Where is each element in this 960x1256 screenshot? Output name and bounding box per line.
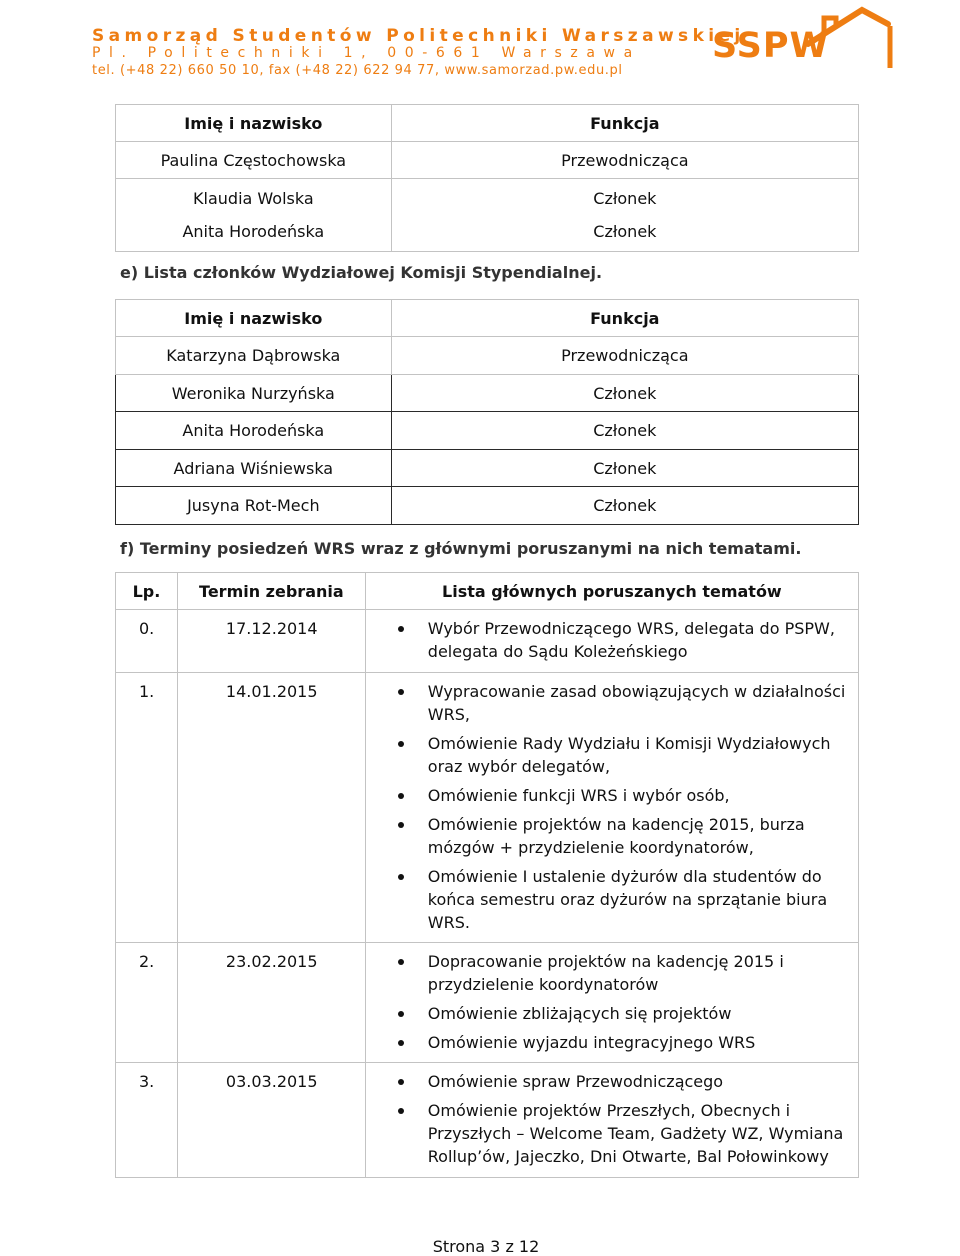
header-name: Imię i nazwisko xyxy=(116,300,392,337)
meeting-date: 23.02.2015 xyxy=(177,943,365,1063)
header-name: Imię i nazwisko xyxy=(116,105,392,142)
member-name: Klaudia Wolska xyxy=(193,189,314,208)
topic-item: Wypracowanie zasad obowiązujących w działalności WRS, xyxy=(366,680,852,726)
table-header-row xyxy=(116,105,859,142)
table-row xyxy=(116,450,859,487)
table-row xyxy=(116,142,859,179)
meeting-topics xyxy=(365,1063,858,1178)
member-name: Weronika Nurzyńska xyxy=(116,375,392,412)
header-function: Funkcja xyxy=(391,300,858,337)
table-row xyxy=(116,412,859,450)
meeting-topics xyxy=(365,673,858,943)
header-date: Termin zebrania xyxy=(177,573,365,610)
member-name: Katarzyna Dąbrowska xyxy=(116,337,392,375)
meeting-number: 3. xyxy=(116,1063,178,1178)
topic-item: Omówienie zbliżających się projektów xyxy=(366,1002,852,1025)
table-row xyxy=(116,610,859,673)
member-name: Jusyna Rot-Mech xyxy=(116,487,392,525)
organization-name: Samorząd Studentów Politechniki Warszawskiej xyxy=(92,26,745,46)
member-function: Członek xyxy=(391,450,858,487)
member-function: Przewodnicząca xyxy=(391,337,858,375)
table-row xyxy=(116,673,859,943)
table-row xyxy=(116,1063,859,1178)
sspw-logo xyxy=(712,4,902,80)
section-e-heading: e) Lista członków Wydziałowej Komisji Stypendialnej. xyxy=(120,263,603,282)
meeting-topics xyxy=(365,943,858,1063)
meeting-date: 17.12.2014 xyxy=(177,610,365,673)
topic-item: Omówienie I ustalenie dyżurów dla studentów do końca semestru oraz dyżurów na sprzątanie biura WRS. xyxy=(366,865,852,934)
header-lp: Lp. xyxy=(116,573,178,610)
meeting-number: 1. xyxy=(116,673,178,943)
topic-item: Omówienie funkcji WRS i wybór osób, xyxy=(366,784,852,807)
letterhead xyxy=(0,0,960,100)
table-header-row xyxy=(116,300,859,337)
topic-item: Wybór Przewodniczącego WRS, delegata do PSPW, delegata do Sądu Koleżeńskiego xyxy=(366,617,852,663)
topic-item: Omówienie projektów na kadencję 2015, burza mózgów + przydzielenie koordynatorów, xyxy=(366,813,852,859)
meetings-table xyxy=(115,572,859,1178)
member-name: Anita Horodeńska xyxy=(182,222,325,241)
table-header-row xyxy=(116,573,859,610)
header-function: Funkcja xyxy=(391,105,858,142)
members-table-2 xyxy=(115,299,859,525)
member-function: Członek xyxy=(391,412,858,450)
member-name: Adriana Wiśniewska xyxy=(116,450,392,487)
section-f-heading: f) Terminy posiedzeń WRS wraz z głównymi poruszanymi na nich tematami. xyxy=(120,539,802,558)
table-row xyxy=(116,943,859,1063)
table-row xyxy=(116,375,859,412)
organization-address: Pl. Politechniki 1, 00-661 Warszawa xyxy=(92,45,641,61)
topic-item: Omówienie Rady Wydziału i Komisji Wydziałowych oraz wybór delegatów, xyxy=(366,732,852,778)
member-functions-cell xyxy=(391,179,858,252)
members-table-1 xyxy=(115,104,859,252)
header-topics: Lista głównych poruszanych tematów xyxy=(365,573,858,610)
member-function: Członek xyxy=(593,189,657,208)
member-name: Anita Horodeńska xyxy=(116,412,392,450)
topic-item: Omówienie spraw Przewodniczącego xyxy=(366,1070,852,1093)
page-number: Strona 3 z 12 xyxy=(432,1237,540,1256)
member-name: Paulina Częstochowska xyxy=(116,142,392,179)
member-function: Członek xyxy=(593,222,657,241)
meeting-number: 2. xyxy=(116,943,178,1063)
meeting-topics xyxy=(365,610,858,673)
member-function: Członek xyxy=(391,375,858,412)
meeting-date: 03.03.2015 xyxy=(177,1063,365,1178)
topic-item: Omówienie wyjazdu integracyjnego WRS xyxy=(366,1031,852,1054)
table-row xyxy=(116,487,859,525)
member-function: Przewodnicząca xyxy=(391,142,858,179)
topic-item: Omówienie projektów Przeszłych, Obecnych i Przyszłych – Welcome Team, Gadżety WZ, Wymiana Rollup’ów, Jajeczko, Dni Otwarte, Bal Połowinkowy xyxy=(366,1099,852,1168)
topic-item: Dopracowanie projektów na kadencję 2015 i przydzielenie koordynatorów xyxy=(366,950,852,996)
table-row xyxy=(116,179,859,252)
member-names-cell xyxy=(116,179,392,252)
logo-text: SSPW xyxy=(712,26,830,66)
meeting-number: 0. xyxy=(116,610,178,673)
organization-contact: tel. (+48 22) 660 50 10, fax (+48 22) 622 94 77, www.samorzad.pw.edu.pl xyxy=(92,63,623,78)
table-row xyxy=(116,337,859,375)
member-function: Członek xyxy=(391,487,858,525)
meeting-date: 14.01.2015 xyxy=(177,673,365,943)
